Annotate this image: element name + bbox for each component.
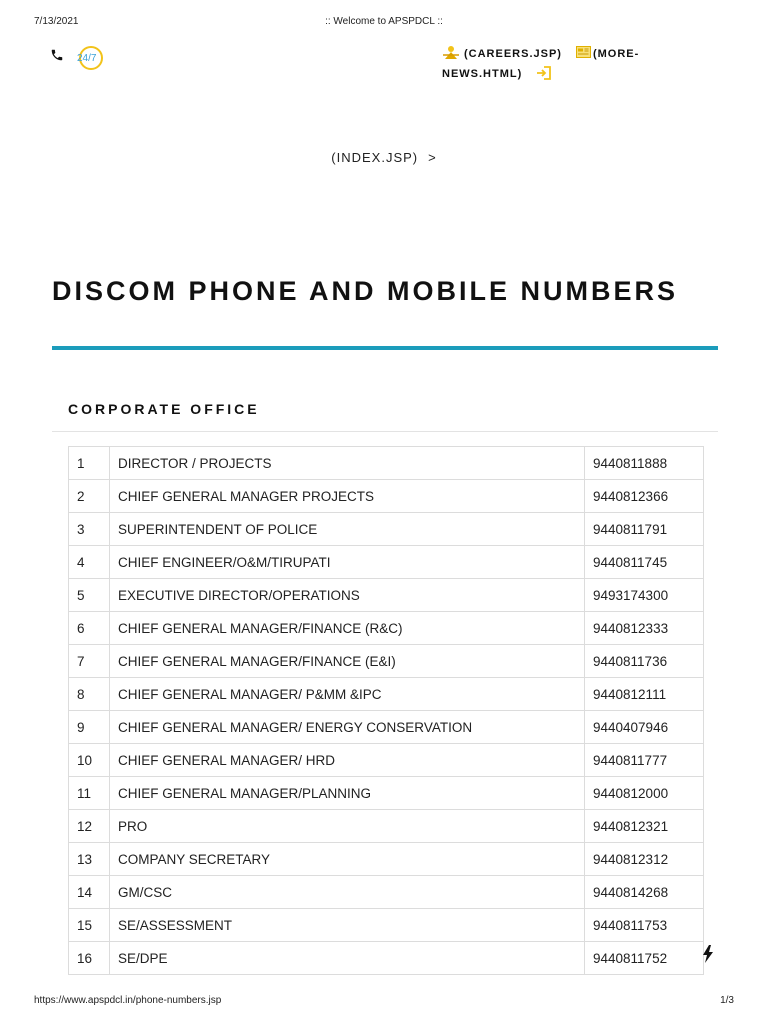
table-row: [69, 480, 704, 513]
table-row: [69, 612, 704, 645]
row-designation: CHIEF GENERAL MANAGER/ HRD: [110, 744, 585, 777]
row-number: 10: [69, 744, 110, 777]
table-row: [69, 645, 704, 678]
row-designation: CHIEF GENERAL MANAGER/FINANCE (R&C): [110, 612, 585, 645]
careers-link[interactable]: (CAREERS.JSP): [464, 48, 562, 60]
table-row: [69, 876, 704, 909]
row-designation: SE/ASSESSMENT: [110, 909, 585, 942]
print-page-title: :: Welcome to APSPDCL ::: [325, 16, 443, 27]
news-icon[interactable]: [576, 46, 591, 58]
row-number: 16: [69, 942, 110, 975]
title-underline: [52, 346, 718, 350]
row-phone: 9440812111: [585, 678, 704, 711]
row-designation: DIRECTOR / PROJECTS: [110, 447, 585, 480]
row-designation: CHIEF GENERAL MANAGER/ ENERGY CONSERVATION: [110, 711, 585, 744]
top-bar: [0, 44, 768, 84]
careers-icon[interactable]: [442, 44, 460, 60]
row-number: 11: [69, 777, 110, 810]
row-phone: 9440811777: [585, 744, 704, 777]
phone-numbers-table: [68, 446, 704, 975]
row-phone: 9440814268: [585, 876, 704, 909]
row-number: 15: [69, 909, 110, 942]
breadcrumb-separator: >: [428, 150, 437, 165]
table-row: [69, 843, 704, 876]
row-number: 3: [69, 513, 110, 546]
row-designation: EXECUTIVE DIRECTOR/OPERATIONS: [110, 579, 585, 612]
row-designation: SUPERINTENDENT OF POLICE: [110, 513, 585, 546]
table-row: [69, 447, 704, 480]
row-designation: CHIEF GENERAL MANAGER/FINANCE (E&I): [110, 645, 585, 678]
more-news-link[interactable]: (MORE-NEWS.HTML): [442, 48, 640, 80]
row-number: 6: [69, 612, 110, 645]
table-row: [69, 546, 704, 579]
row-phone: 9440811888: [585, 447, 704, 480]
row-designation: CHIEF ENGINEER/O&M/TIRUPATI: [110, 546, 585, 579]
row-number: 7: [69, 645, 110, 678]
row-phone: 9440811736: [585, 645, 704, 678]
row-designation: CHIEF GENERAL MANAGER/PLANNING: [110, 777, 585, 810]
row-designation: PRO: [110, 810, 585, 843]
row-designation: GM/CSC: [110, 876, 585, 909]
row-number: 14: [69, 876, 110, 909]
row-phone: 9440811745: [585, 546, 704, 579]
login-icon[interactable]: [536, 65, 552, 81]
row-number: 4: [69, 546, 110, 579]
quick-links: [442, 44, 682, 84]
print-footer: [0, 995, 768, 1009]
row-phone: 9440811753: [585, 909, 704, 942]
section-heading: CORPORATE OFFICE: [68, 401, 260, 417]
row-phone: 9440812000: [585, 777, 704, 810]
row-phone: 9440811791: [585, 513, 704, 546]
row-number: 13: [69, 843, 110, 876]
table-row: [69, 513, 704, 546]
row-number: 9: [69, 711, 110, 744]
row-number: 5: [69, 579, 110, 612]
support-icon-label: 24/7: [77, 53, 97, 64]
table-row: [69, 942, 704, 975]
table-row: [69, 777, 704, 810]
row-phone: 9440812333: [585, 612, 704, 645]
table-row: [69, 678, 704, 711]
print-header: [0, 16, 768, 30]
table-row: [69, 909, 704, 942]
row-designation: SE/DPE: [110, 942, 585, 975]
phone-icon[interactable]: [50, 48, 64, 62]
row-phone: 9440812312: [585, 843, 704, 876]
row-phone: 9440812366: [585, 480, 704, 513]
row-phone: 9493174300: [585, 579, 704, 612]
print-footer-url: https://www.apspdcl.in/phone-numbers.jsp: [34, 995, 222, 1006]
row-designation: COMPANY SECRETARY: [110, 843, 585, 876]
row-number: 8: [69, 678, 110, 711]
page-title: DISCOM PHONE AND MOBILE NUMBERS: [52, 276, 679, 306]
breadcrumb: [0, 150, 768, 165]
table-row: [69, 711, 704, 744]
row-phone: 9440811752: [585, 942, 704, 975]
row-designation: CHIEF GENERAL MANAGER/ P&MM &IPC: [110, 678, 585, 711]
table-row: [69, 744, 704, 777]
breadcrumb-home-link[interactable]: (INDEX.JSP): [331, 150, 419, 165]
row-number: 1: [69, 447, 110, 480]
row-number: 2: [69, 480, 110, 513]
section-divider: [52, 431, 718, 432]
row-phone: 9440812321: [585, 810, 704, 843]
print-page-number: 1/3: [720, 995, 734, 1006]
print-date: 7/13/2021: [34, 16, 79, 27]
table-row: [69, 579, 704, 612]
row-designation: CHIEF GENERAL MANAGER PROJECTS: [110, 480, 585, 513]
row-number: 12: [69, 810, 110, 843]
table-row: [69, 810, 704, 843]
support-24-7-icon[interactable]: [76, 45, 104, 71]
row-phone: 9440407946: [585, 711, 704, 744]
lightning-icon: [702, 945, 714, 963]
